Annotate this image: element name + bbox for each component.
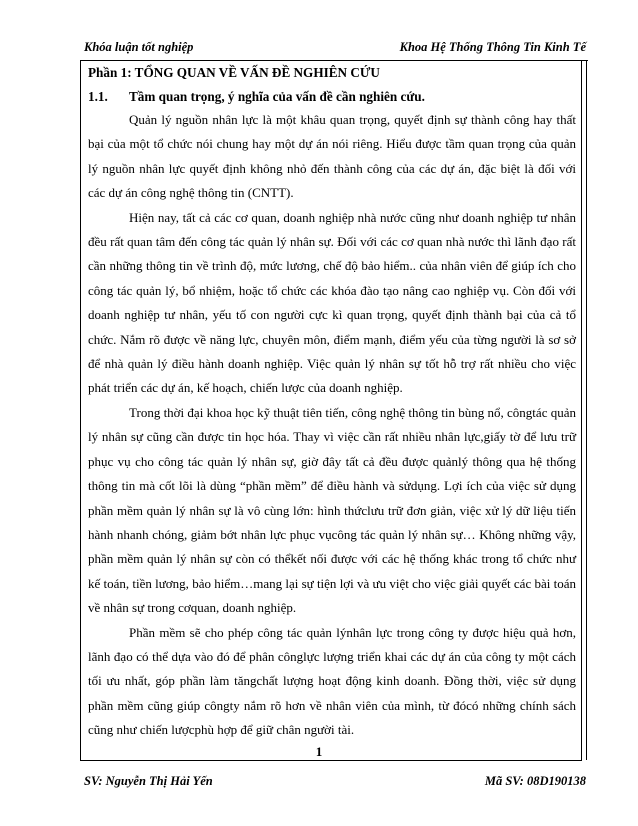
footer-student-id: Mã SV: 08D190138 — [484, 774, 586, 788]
header-right-text: Khoa Hệ Thống Thông Tin Kinh Tế — [399, 40, 586, 54]
section-title: Phần 1: TỔNG QUAN VỀ VẤN ĐỀ NGHIÊN CỨU — [88, 65, 380, 80]
paragraph: Quản lý nguồn nhân lực là một khâu quan trọng, quyết định sự thành công hay thất bại của một tổ chức nói chung hay một dự án nói riêng. Hiểu được tầm quan trọng của quản lý nguồn nhân lực quyết định không nhỏ đến thành công của các dự án, đặc biệt là đối với các dự án công nghệ thông tin (CNTT). — [88, 112, 576, 201]
subsection-title: Tầm quan trọng, ý nghĩa của vấn đề cần nghiên cứu. — [129, 89, 425, 104]
frame-bottom-border — [80, 760, 582, 761]
footer-student-name: SV: Nguyễn Thị Hải Yến — [84, 774, 213, 788]
frame-right-border — [581, 60, 582, 760]
paragraph: Hiện nay, tất cả các cơ quan, doanh nghiệp nhà nước cũng như doanh nghiệp tư nhân đều rất quan tâm đến công tác quản lý nhân sự. Đối với các cơ quan nhà nước thì lãnh đạo rất cần những thông tin về trình độ, mức lương, chế độ bảo hiểm.. của nhân viên để giúp ích cho công tác quản lý, bổ nhiệm, hoặc tổ chức các khóa đào tạo nâng cao nghiệp vụ. Còn đối với doanh nghiệp tư nhân, yếu tố con người cực kì quan trọng, quyết định thành bại của cả tổ chức. Nắm rõ được về năng lực, chuyên môn, điểm mạnh, điểm yếu của từng người là sơ sở để nhà quản lý điều hành doanh nghiệp. Việc quản lý nhân sự tốt hỗ trợ rất nhiều cho việc phát triển các dự án, kế hoạch, chiến lược của doanh nghiệp. — [88, 209, 576, 396]
header-rule — [80, 60, 588, 61]
frame-left-border — [80, 60, 81, 760]
frame-right-border-outer — [586, 60, 587, 760]
header-left-text: Khóa luận tốt nghiệp — [84, 40, 194, 54]
page-content — [88, 62, 576, 743]
subsection-heading — [88, 86, 576, 108]
paragraph: Trong thời đại khoa học kỹ thuật tiên tiến, công nghệ thông tin bùng nổ, côngtác quản lý nhân sự cũng cần được tin học hóa. Thay vì việc cần rất nhiều nhân lực,giấy tờ để lưu trữ phục vụ cho công tác quản lý nhân sự, giờ đây tất cả đều được quảnlý thông qua hệ thống thông tin mà cốt lõi là dùng “phần mềm” để điều hành và sửdụng. Lợi ích của việc sử dụng phần mềm quản lý nhân sự là vô cùng lớn: hình thứclưu trữ đơn giản, việc xử lý dữ liệu tiến hành nhanh chóng, giảm bớt nhân lực phục vụcông tác quản lý nhân sự… Không những vậy, phần mềm quản lý nhân sự còn có thểkết nối được với các hệ thống khác trong tổ chức như kế toán, tiền lương, bảo hiểm…mang lại sự tiện lợi và ưu việt cho việc giải quyết các bài toán về nhân sự trong cơquan, doanh nghiệp. — [88, 404, 576, 616]
subsection-number: 1.1. — [88, 89, 108, 104]
page-number: 1 — [315, 744, 323, 759]
paragraph: Phần mềm sẽ cho phép công tác quản lýnhân lực trong công ty được hiệu quả hơn, lãnh đạo có thể dựa vào đó để phân cônglực lượng triển khai các dự án của công ty một cách tối ưu nhất, góp phần làm tăngchất lượng hoạt động kinh doanh. Đồng thời, việc sử dụng phần mềm cũng giúp côngty nắm rõ hơn về nhân viên của mình, từ đócó những chính sách cũng như chiến lượcphù hợp để giữ chân người tài. — [88, 624, 576, 738]
